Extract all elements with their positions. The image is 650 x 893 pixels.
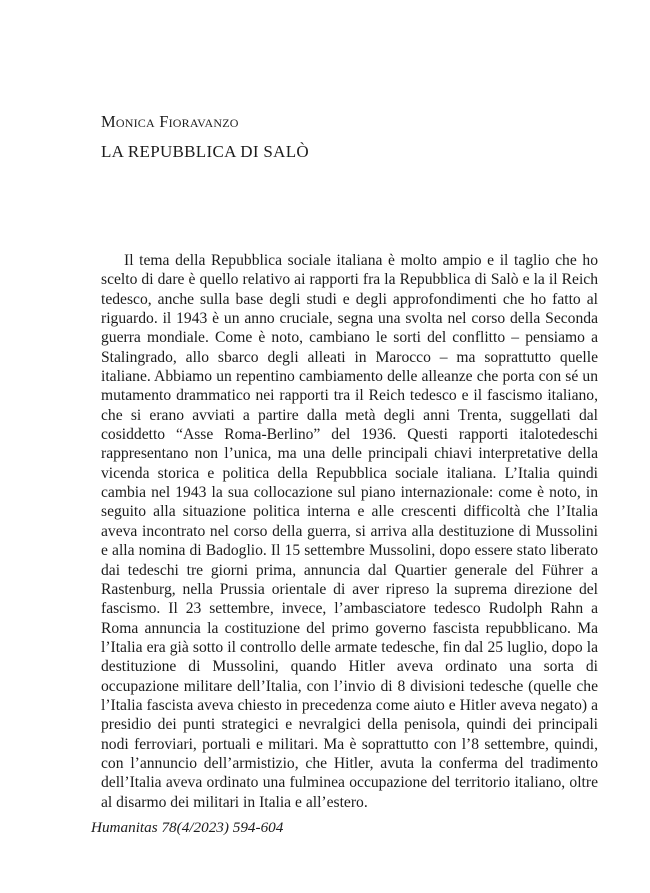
article-title: LA REPUBBLICA DI SALÒ (101, 142, 309, 161)
author-name: Monica Fioravanzo (101, 112, 239, 131)
journal-citation: Humanitas 78(4/2023) 594-604 (91, 819, 284, 836)
body-paragraph: Il tema della Repubblica sociale italiana è molto ampio e il taglio che ho scelto di dare è quello relativo ai rapporti fra la Repubblica di Salò e la il Reich tedesco, anche sulla base degli studi e degli approfondimenti che ho fatto al riguardo. il 1943 è un anno cruciale, segna una svolta nel corso della Seconda guerra mondiale. Come è noto, cambiano le sorti del conflitto – pensiamo a Stalingrado, allo sbarco degli alleati in Marocco – ma soprattutto quelle italiane. Abbiamo un repentino cambiamento delle alleanze che porta con sé un mutamento drammatico nei rapporti tra il Reich tedesco e il fascismo italiano, che si erano avviati a partire dalla metà degli anni Trenta, suggellati dal cosiddetto “Asse Roma-Berlino” del 1936. Questi rapporti italotedeschi rappresentano non l’unica, ma una delle principali chiavi interpretative della vicenda storica e politica della Repubblica sociale italiana. L’Italia quindi cambia nel 1943 la sua collocazione sul piano internazionale: come è noto, in seguito alla situazione politica interna e alle crescenti difficoltà che l’Italia aveva incontrato nel corso della guerra, si arriva alla destituzione di Mussolini e alla nomina di Badoglio. Il 15 settembre Mussolini, dopo essere stato liberato dai tedeschi tre giorni prima, annuncia dal Quartier generale del Führer a Rastenburg, nella Prussia orientale di aver ripreso la suprema direzione del fascismo. Il 23 settembre, invece, l’ambasciatore tedesco Rudolph Rahn a Roma annuncia la costituzione del primo governo fascista repubblicano. Ma l’Italia era già sotto il controllo delle armate tedesche, fin dal 25 luglio, dopo la destituzione di Mussolini, quando Hitler aveva ordinato una sorta di occupazione militare dell’Italia, con l’invio di 8 divisioni tedesche (quelle che l’Italia fascista aveva chiesto in precedenza come aiuto e Hitler aveva negato) a presidio dei punti strategici e nevralgici della penisola, quindi dei principali nodi ferroviari, portuali e militari. Ma è soprattutto con l’8 settembre, quindi, con l’annuncio dell’armistizio, che Hitler, avuta la conferma del tradimento dell’Italia aveva ordinato una fulminea occupazione del territorio italiano, oltre al disarmo dei militari in Italia e all’estero. (101, 252, 598, 811)
